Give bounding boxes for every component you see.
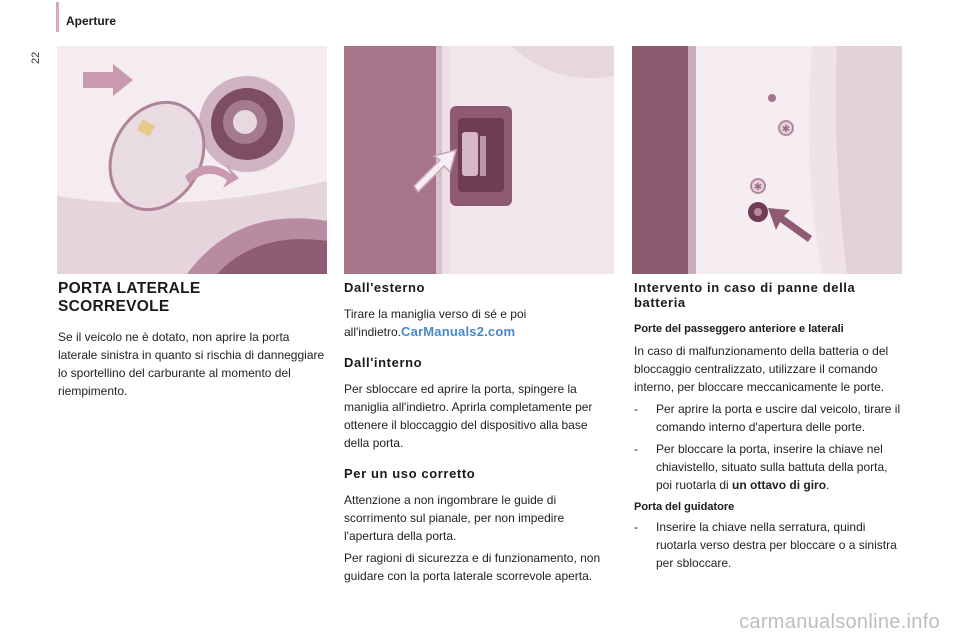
correct-use-para2: Per ragioni di sicurezza e di funzionamento, non guidare con la porta laterale scorrevole aperta. xyxy=(344,551,601,583)
correct-use-heading: Per un uso corretto xyxy=(344,466,476,481)
bullet-lock-door-emphasis: un ottavo di giro xyxy=(732,478,827,492)
bullet-driver-key xyxy=(634,518,902,572)
outside-text-line2: all'indietro. xyxy=(344,325,401,339)
door-handle-drawing xyxy=(344,46,614,274)
inline-watermark[interactable]: CarManuals2.com xyxy=(401,324,516,339)
battery-failure-column xyxy=(634,280,902,572)
fuel-flap-illustration xyxy=(57,46,327,274)
sliding-door-body: Se il veicolo ne è dotato, non aprire la porta laterale sinistra in quanto si rischia di danneggiare lo sportellino del carburante al momento del riempimento. xyxy=(58,330,325,398)
battery-intro: In caso di malfunzionamento della batteria o del bloccaggio centralizzato, utilizzare il comando interno, per bloccare meccanicamente le porte. xyxy=(634,344,889,394)
bullet-lock-door xyxy=(634,440,902,494)
bullet-dash: - xyxy=(634,520,638,534)
svg-text:✱: ✱ xyxy=(753,182,763,193)
correct-use-para1: Attenzione a non ingombrare le guide di scorrimento sul pianale, per non impedire l'apertura della porta. xyxy=(344,493,565,543)
sliding-door-title-line1: PORTA LATERALE xyxy=(58,280,201,297)
page-number-text: 22 xyxy=(30,51,42,64)
bullet-dash: - xyxy=(634,442,638,456)
sliding-door-column xyxy=(58,280,326,400)
bullet-open-door-text: Per aprire la porta e uscire dal veicolo, tirare il comando interno d'apertura delle porte. xyxy=(656,402,901,434)
sliding-door-title-line2: SCORREVOLE xyxy=(58,298,170,315)
svg-text:✱: ✱ xyxy=(781,124,791,135)
bullet-open-door xyxy=(634,400,902,436)
inside-heading: Dall'interno xyxy=(344,355,423,370)
battery-heading-line1: Intervento in caso di panne della xyxy=(634,280,856,295)
battery-heading xyxy=(634,280,902,310)
fuel-flap-drawing xyxy=(57,46,327,274)
outside-heading: Dall'esterno xyxy=(344,280,426,295)
opening-instructions-column xyxy=(344,280,612,585)
outside-text xyxy=(344,305,612,341)
battery-heading-line2: batteria xyxy=(634,295,686,310)
door-latch-drawing xyxy=(632,46,902,274)
door-latch-illustration xyxy=(632,46,902,274)
door-handle-illustration xyxy=(344,46,614,274)
outside-text-line1: Tirare la maniglia verso di sé e poi xyxy=(344,307,527,321)
bullet-dash: - xyxy=(634,402,638,416)
bullet-lock-door-text: Per bloccare la porta, inserire la chiave nel chiavistello, situato sulla battuta della porta, poi ruotarla di xyxy=(656,442,888,492)
driver-door-heading: Porta del guidatore xyxy=(634,501,735,513)
footer-watermark[interactable]: carmanualsonline.info xyxy=(739,611,940,633)
header-accent-bar xyxy=(56,2,59,32)
section-title: Aperture xyxy=(66,14,117,28)
inside-text: Per sbloccare ed aprire la porta, spingere la maniglia all'indietro. Aprirla completamente per ottenere il bloccaggio del dispositivo alla base della porta. xyxy=(344,382,593,450)
sliding-door-title xyxy=(58,280,326,316)
bullet-lock-door-end: . xyxy=(826,478,830,492)
page-number xyxy=(30,52,42,64)
bullet-driver-key-text: Inserire la chiave nella serratura, quindi ruotarla verso destra per bloccare o a sinistra per sbloccare. xyxy=(656,520,897,570)
passenger-doors-heading: Porte del passeggero anteriore e laterali xyxy=(634,323,844,335)
